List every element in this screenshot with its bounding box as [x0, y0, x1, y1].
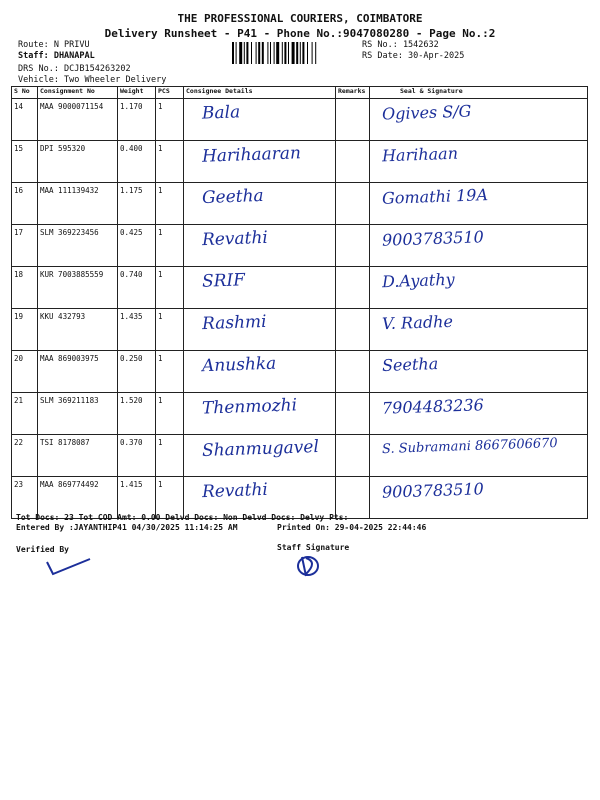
- meta-left: [18, 40, 166, 86]
- sno-cell: 20: [12, 351, 38, 393]
- col-pcs: PCS: [156, 87, 184, 99]
- consignment-cell: KUR 7003885559: [38, 267, 118, 309]
- remarks-cell: [336, 309, 370, 351]
- consignment-cell: MAA 111139432: [38, 183, 118, 225]
- seal-cell: [370, 225, 588, 267]
- seal-signature: Gomathi 19A: [381, 185, 489, 208]
- entered-by: Entered By :JAYANTHIP41 04/30/2025 11:14:25 AM: [16, 523, 238, 532]
- consignee-signature: Revathi: [201, 227, 269, 251]
- table-row: [12, 267, 588, 309]
- meta-right: [362, 40, 464, 62]
- pcs-cell: 1: [156, 393, 184, 435]
- table-row: [12, 393, 588, 435]
- pcs-cell: 1: [156, 225, 184, 267]
- sno-cell: 15: [12, 141, 38, 183]
- seal-cell: [370, 183, 588, 225]
- consignee-cell: [184, 141, 336, 183]
- sno-cell: 17: [12, 225, 38, 267]
- consignment-cell: SLM 369211183: [38, 393, 118, 435]
- weight-cell: 0.740: [118, 267, 156, 309]
- totals-line: Tot Docs: 23 Tot COD Amt: 0.00 Delvd Docs: Non Delvd Docs: Delvy Pts:: [16, 513, 349, 522]
- rs-no-label: RS No.: 1542632: [362, 40, 439, 50]
- table-row: [12, 351, 588, 393]
- weight-cell: 0.250: [118, 351, 156, 393]
- weight-cell: 1.435: [118, 309, 156, 351]
- sno-cell: 19: [12, 309, 38, 351]
- consignee-cell: [184, 267, 336, 309]
- route-label: Route: N PRIVU: [18, 40, 90, 50]
- remarks-cell: [336, 225, 370, 267]
- table-row: [12, 435, 588, 477]
- seal-signature: 9003783510: [381, 479, 485, 502]
- consignee-cell: [184, 309, 336, 351]
- seal-signature: Seetha: [381, 354, 439, 375]
- sno-cell: 21: [12, 393, 38, 435]
- consignee-signature: Revathi: [201, 479, 269, 503]
- seal-signature: Harihaan: [381, 143, 459, 166]
- printed-on: Printed On: 29-04-2025 22:44:46: [277, 523, 427, 532]
- consignment-cell: MAA 869003975: [38, 351, 118, 393]
- sno-cell: 16: [12, 183, 38, 225]
- pcs-cell: 1: [156, 141, 184, 183]
- sno-cell: 23: [12, 477, 38, 519]
- barcode-image: [232, 42, 352, 64]
- consignee-signature: Geetha: [201, 185, 264, 209]
- seal-signature: 9003783510: [381, 227, 485, 250]
- table-row: [12, 225, 588, 267]
- consignment-cell: MAA 9000071154: [38, 99, 118, 141]
- pcs-cell: 1: [156, 309, 184, 351]
- pcs-cell: 1: [156, 477, 184, 519]
- seal-signature: V. Radhe: [381, 311, 454, 334]
- consignee-signature: SRIF: [201, 270, 246, 292]
- consignment-cell: MAA 869774492: [38, 477, 118, 519]
- remarks-cell: [336, 99, 370, 141]
- sno-cell: 18: [12, 267, 38, 309]
- consignee-signature: Bala: [201, 102, 241, 124]
- seal-signature: D.Ayathy: [381, 269, 455, 292]
- consignee-cell: [184, 183, 336, 225]
- consignee-cell: [184, 99, 336, 141]
- pcs-cell: 1: [156, 183, 184, 225]
- seal-cell: [370, 393, 588, 435]
- table-row: [12, 183, 588, 225]
- seal-cell: [370, 351, 588, 393]
- consignee-cell: [184, 351, 336, 393]
- consignment-cell: SLM 369223456: [38, 225, 118, 267]
- staff-signature-label: Staff Signature: [277, 543, 350, 552]
- weight-cell: 1.170: [118, 99, 156, 141]
- consignee-signature: Harihaaran: [201, 143, 302, 167]
- weight-cell: 0.400: [118, 141, 156, 183]
- sno-cell: 14: [12, 99, 38, 141]
- consignment-cell: TSI 8178087: [38, 435, 118, 477]
- table-header-row: [12, 87, 588, 99]
- col-weight: Weight: [118, 87, 156, 99]
- pcs-cell: 1: [156, 351, 184, 393]
- verified-by-label: Verified By: [16, 545, 69, 554]
- seal-signature: 7904483236: [381, 395, 485, 418]
- seal-cell: [370, 477, 588, 519]
- runsheet-subtitle: Delivery Runsheet - P41 - Phone No.:9047080280 - Page No.:2: [104, 27, 496, 40]
- seal-cell: [370, 309, 588, 351]
- weight-cell: 1.175: [118, 183, 156, 225]
- table-row: [12, 309, 588, 351]
- weight-cell: 0.370: [118, 435, 156, 477]
- seal-cell: [370, 141, 588, 183]
- col-remarks: Remarks: [336, 87, 370, 99]
- table-row: [12, 141, 588, 183]
- consignee-signature: Anushka: [201, 353, 277, 377]
- pcs-cell: 1: [156, 267, 184, 309]
- consignee-signature: Thenmozhi: [201, 395, 298, 419]
- rs-date-label: RS Date: 30-Apr-2025: [362, 51, 465, 61]
- remarks-cell: [336, 351, 370, 393]
- verified-checkmark-icon: [44, 556, 94, 578]
- seal-cell: [370, 435, 588, 477]
- vehicle-label: Vehicle: Two Wheeler Delivery: [18, 75, 167, 85]
- sno-cell: 22: [12, 435, 38, 477]
- weight-cell: 1.520: [118, 393, 156, 435]
- consignee-cell: [184, 225, 336, 267]
- consignee-cell: [184, 435, 336, 477]
- consignee-cell: [184, 393, 336, 435]
- remarks-cell: [336, 435, 370, 477]
- table-row: [12, 99, 588, 141]
- staff-signature-mark-icon: [294, 552, 324, 580]
- consignment-cell: DPI 595320: [38, 141, 118, 183]
- col-consignee: Consignee Details: [184, 87, 336, 99]
- remarks-cell: [336, 183, 370, 225]
- weight-cell: 0.425: [118, 225, 156, 267]
- col-seal: Seal & Signature: [370, 87, 588, 99]
- remarks-cell: [336, 393, 370, 435]
- runsheet-table: [11, 86, 588, 519]
- col-sno: S No: [12, 87, 38, 99]
- weight-cell: 1.415: [118, 477, 156, 519]
- consignee-signature: Shanmugavel: [201, 436, 320, 462]
- pcs-cell: 1: [156, 99, 184, 141]
- seal-signature: S. Subramani 8667606670: [381, 435, 558, 458]
- pcs-cell: 1: [156, 435, 184, 477]
- drs-label: DRS No.: DCJB154263202: [18, 64, 131, 74]
- seal-cell: [370, 99, 588, 141]
- remarks-cell: [336, 267, 370, 309]
- consignment-cell: KKU 432793: [38, 309, 118, 351]
- seal-signature: Ogives S/G: [381, 101, 472, 124]
- company-title: THE PROFESSIONAL COURIERS, COIMBATORE: [177, 12, 423, 25]
- consignee-signature: Rashmi: [201, 311, 267, 335]
- remarks-cell: [336, 141, 370, 183]
- seal-cell: [370, 267, 588, 309]
- staff-label: Staff: DHANAPAL: [18, 51, 95, 61]
- col-consignment: Consignment No: [38, 87, 118, 99]
